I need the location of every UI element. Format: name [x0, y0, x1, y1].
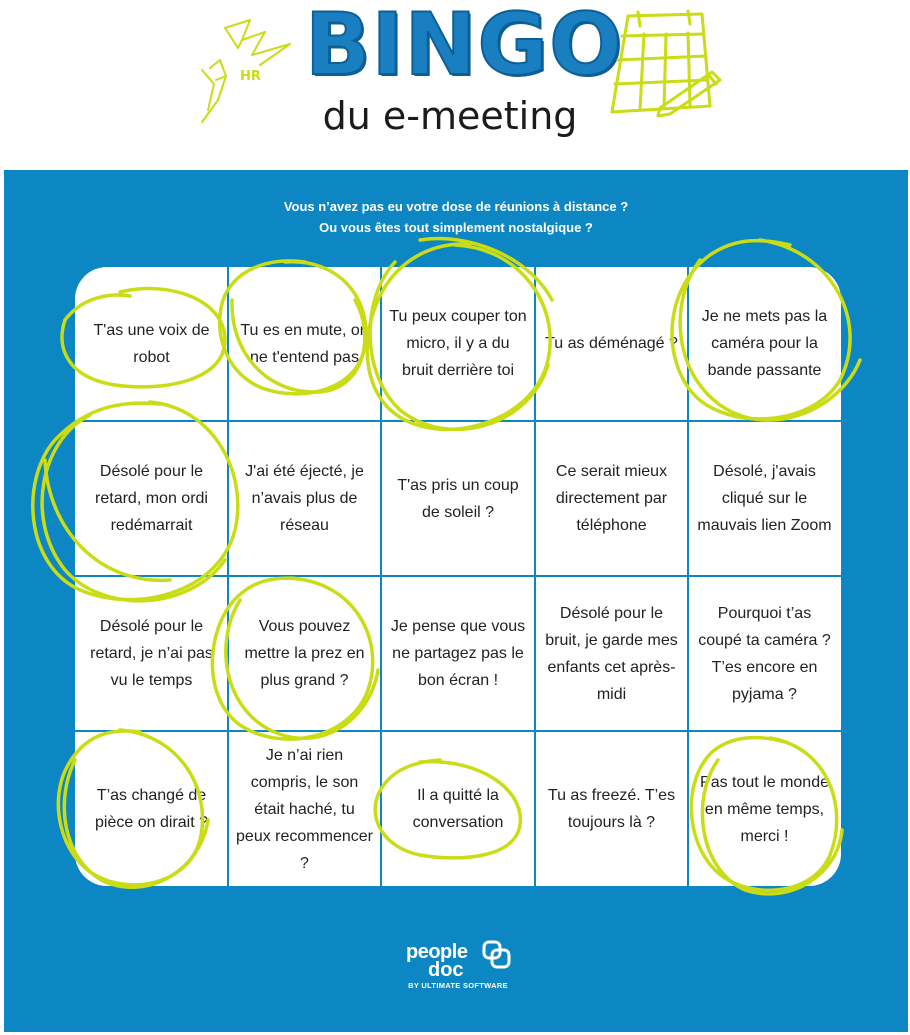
- bingo-cell[interactable]: Il a quitté la conversation: [412, 787, 504, 831]
- bingo-cell[interactable]: T'as pris un coup de soleil ?: [397, 476, 519, 521]
- bingo-cell[interactable]: J'ai été éjecté, je n’avais plus de réseau: [245, 463, 364, 534]
- bingo-cell[interactable]: Désolé pour le retard, mon ordi redémarrait: [95, 463, 208, 534]
- logo-text-doc: doc: [428, 959, 464, 981]
- logo-text-people: people: [406, 941, 468, 963]
- grid-divider: [75, 730, 841, 732]
- bingo-cell[interactable]: Désolé pour le retard, je n’ai pas vu le temps: [90, 618, 213, 689]
- bingo-cell[interactable]: Vous pouvez mettre la prez en plus grand ?: [244, 618, 365, 689]
- page-title: BINGO: [305, 0, 624, 95]
- grid-divider: [75, 420, 841, 422]
- header: [0, 0, 910, 170]
- intro-text: [4, 196, 908, 238]
- intro-line-1: Vous n’avez pas eu votre dose de réunions à distance ?: [283, 199, 629, 214]
- bingo-cell[interactable]: Ce serait mieux directement par téléphone: [555, 463, 668, 534]
- bingo-cell[interactable]: Désolé pour le bruit, je garde mes enfants cet après-midi: [545, 604, 678, 703]
- bingo-cell[interactable]: Tu as freezé. T’es toujours là ?: [547, 787, 676, 831]
- intro-line-2: Ou vous êtes tout simplement nostalgique ?: [319, 220, 593, 235]
- bingo-cell[interactable]: Je ne mets pas la caméra pour la bande passante: [701, 308, 828, 379]
- bingo-cell[interactable]: T'as une voix de robot: [93, 321, 210, 366]
- bingo-cell[interactable]: Tu as déménagé ?: [545, 335, 678, 352]
- bingo-cell[interactable]: Désolé, j'avais cliqué sur le mauvais lien Zoom: [697, 463, 832, 534]
- bingo-cell[interactable]: Tu peux couper ton micro, il y a du bruit derrière toi: [389, 308, 527, 379]
- bingo-cell[interactable]: Je pense que vous ne partagez pas le bon écran !: [390, 618, 526, 689]
- grid-divider: [75, 575, 841, 577]
- logo-mark-icon: [482, 940, 512, 970]
- bingo-cell[interactable]: Pourquoi t’as coupé ta caméra ? T’es encore en pyjama ?: [698, 604, 831, 703]
- page-subtitle: du e-meeting: [322, 94, 578, 138]
- bingo-cell[interactable]: T’as changé de pièce on dirait ?: [95, 787, 208, 831]
- logo-tagline: BY ULTIMATE SOFTWARE: [408, 981, 508, 990]
- bingo-cell[interactable]: Pas tout le monde en même temps, merci !: [700, 773, 829, 845]
- peopledoc-logo: [398, 940, 518, 996]
- doodle-label: HR: [240, 69, 261, 84]
- bingo-cell[interactable]: Tu es en mute, on ne t'entend pas: [240, 321, 369, 366]
- calendar-pencil-doodle-icon: [600, 8, 730, 126]
- bingo-cell[interactable]: Je n’ai rien compris, le son était haché, tu peux recommencer ?: [236, 746, 373, 872]
- bingo-grid: [75, 267, 841, 886]
- bingo-panel: [4, 170, 908, 1032]
